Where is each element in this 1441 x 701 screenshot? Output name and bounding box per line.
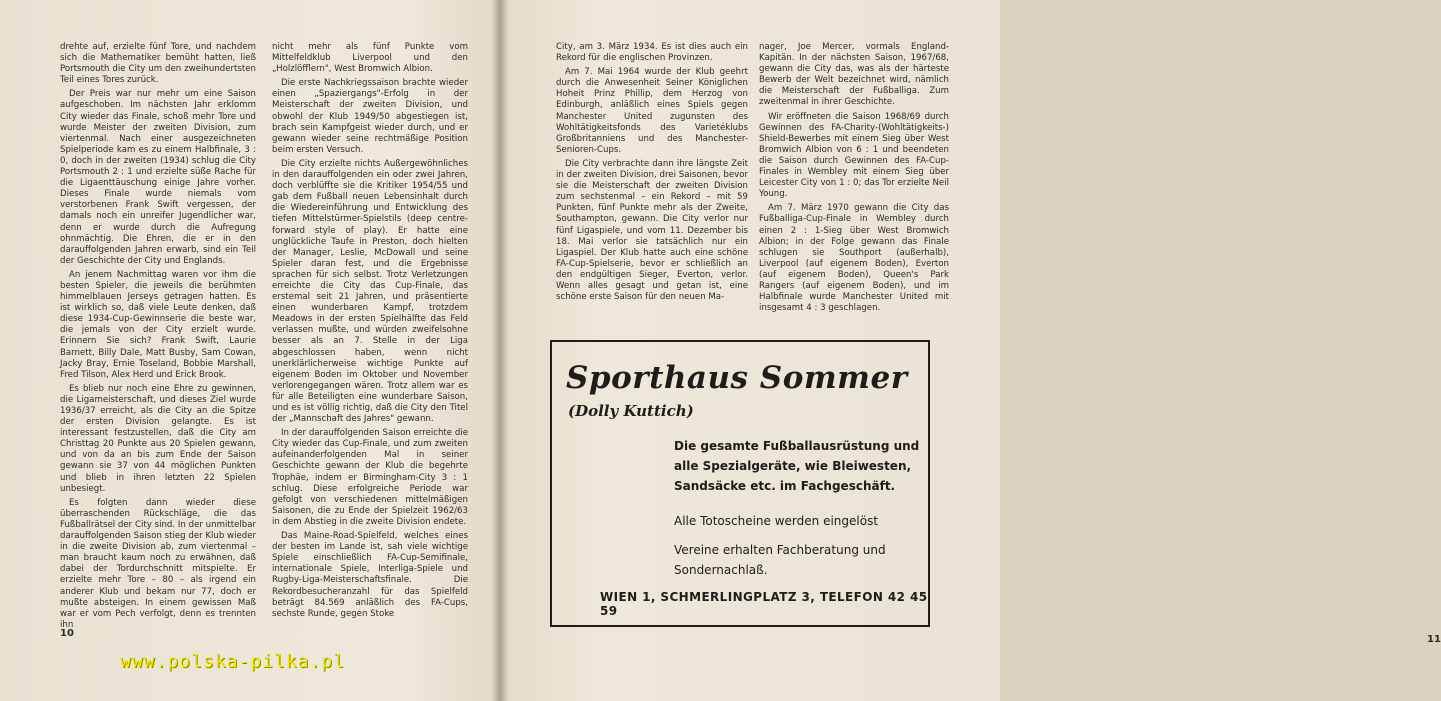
paragraph: Die City verbrachte dann ihre längste Zeit in der zweiten Division, drei Saisonen, bevor sie die Meisterschaft der zweiten Division zum sechstenmal – ein Rekord – mit 59 Punkten, fünf Punkte mehr als der Zweite, Southampton, gewann. Die City verlor nur fünf Ligaspiele, und vom 11. Dezember bis 18. Mai verlor sie tatsächlich nur ein Ligaspiel. Der Klub hatte auch eine schöne FA-Cup-Spielserie, bevor er schließlich an den endgültigen Sieger, Everton, verlor. Wenn alles gesagt und getan ist, eine schöne erste Saison für den neuen Ma- [556,158,748,303]
right-page-column-2 [759,42,949,317]
paragraph: Am 7. Mai 1964 wurde der Klub geehrt durch die Anwesenheit Seiner Königlichen Hoheit Prinz Phillip, dem Herzog von Edinburgh, anläßlich eines Spiels gegen Manchester United zugunsten des Wohltätigkeitsfonds des Varietéklubs Großbritanniens und des Manchester-Senioren-Cups. [556,67,748,155]
left-page-column-1 [60,42,256,634]
paragraph: nicht mehr als fünf Punkte vom Mittelfeldklub Liverpool und den „Holzlöfflern", West Bromwich Albion. [272,42,468,75]
paragraph: In der darauffolgenden Saison erreichte die City wieder das Cup-Finale, und zum zweiten aufeinanderfolgenden Mal in seiner Geschichte gewann der Klub die begehrte Trophäe, indem er Birmingham-City 3 : 1 schlug. Diese erfolgreiche Periode war gefolgt von verschiedenen mittelmäßigen Saisonen, die zu Ende der Spielzeit 1962/63 in dem Abstieg in die zweite Division endete. [272,428,468,527]
paragraph: nager, Joe Mercer, vormals England-Kapitän. In der nächsten Saison, 1967/68, gewann die City das, was als der härteste Bewerb der Welt bezeichnet wird, nämlich die Meisterschaft der Fußballiga. Zum zweitenmal in ihrer Geschichte. [759,42,949,108]
ad-address: WIEN 1, SCHMERLINGPLATZ 3, TELEFON 42 45 59 [600,590,928,618]
paragraph: An jenem Nachmittag waren vor ihm die besten Spieler, die jeweils die berühmten himmelblauen Jerseys getragen hatten. Es ist wirklich so, daß viele Leute denken, daß diese 1934-Cup-Gewinnserie die beste war, die jemals von der City erzielt wurde. Erinnern Sie sich? Frank Swift, Laurie Barnett, Billy Dale, Matt Busby, Sam Cowan, Jacky Bray, Ernie Toseland, Bobbie Marshall, Fred Tilson, Alex Herd und Erick Brook. [60,269,256,380]
paragraph: Der Preis war nur mehr um eine Saison aufgeschoben. Im nächsten Jahr erklomm City wieder das Finale, schoß mehr Tore und wurde Meister der zweiten Division, zum viertenmal. Nach einer ausgezeichneten Spielperiode kam es zu einem Halbfinale, 3 : 0, doch in der zweiten (1934) schlug die City Portsmouth 2 : 1 und erzielte süße Rache für die Ligaenttäuschung einige Jahre vorher. Dieses Finale wurde niemals vom verstorbenen Frank Swift vergessen, der damals noch ein unreifer Jugendlicher war, denn er wurde durch die Aufregung ohnmächtig. Die Ehren, die er in den darauffolgenden Jahren erwarb, sind ein Teil der Geschichte der City und Englands. [60,89,256,266]
ad-equipment-text: Die gesamte Fußballausrüstung und alle Spezialgeräte, wie Bleiwesten, Sandsäcke etc. im Fachgeschäft. [674,439,920,493]
sporthaus-advertisement [550,340,930,627]
left-page-column-2 [272,42,468,623]
paragraph: Das Maine-Road-Spielfeld, welches eines der besten im Lande ist, sah viele wichtige Spiele einschließlich FA-Cup-Semifinale, internationale Spiele, Interliga-Spiele und Rugby-Liga-Meisterschaftsfinale. Die Rekordbesucheranzahl für das Spielfeld beträgt 84.569 anläßlich des FA-Cups, sechste Runde, gegen Stoke [272,531,468,619]
website-watermark: www.polska-pilka.pl [120,651,345,672]
paragraph: Wir eröffneten die Saison 1968/69 durch Gewinnen des FA-Charity-(Wohltätigkeits-) Shield-Bewerbes mit einem Sieg über West Bromwich Albion von 6 : 1 und beendeten die Saison durch Gewinnen des FA-Cup-Finales in Wembley mit einem Sieg über Leicester City von 1 : 0; das Tor erzielte Neil Young. [759,111,949,200]
page-number: 10 [60,628,74,639]
paragraph: Es folgten dann wieder diese überraschenden Rückschläge, die das Fußballrätsel der City sind. In der unmittelbar darauffolgenden Saison stieg der Klub wieder in die zweite Division ab, zum viertenmal – man braucht kaum noch zu erwähnen, daß dabei der Tordurchschnitt mitspielte. Er erzielte mehr Tore – 80 – als irgend ein anderer Klub und bekam nur 77, doch er mußte absteigen. In einem gewissen Maß war er vom Pech verfolgt, denn es trennten ihn [60,497,257,630]
paragraph: Die erste Nachkriegssaison brachte wieder einen „Spaziergangs"-Erfolg in der Meisterschaft der zweiten Division, und obwohl der Klub 1949/50 abgestiegen ist, brach sein Kampfgeist wieder durch, und er gewann wieder seine rechtmäßige Position beim ersten Versuch. [272,78,468,155]
ad-toto-text: Alle Totoscheine werden eingelöst [674,514,879,528]
page-number: 11 [1427,634,1441,645]
left-page [0,0,498,701]
paragraph: Es blieb nur noch eine Ehre zu gewinnen, die Ligameisterschaft, und dieses Ziel wurde 1936/37 erreicht, als die City an die Spitze der ersten Division gelangte. Es ist interessant festzustellen, daß die City am Christtag 20 Punkte aus 20 Spielen gewann, und von da an bis zum Ende der Saison gewann sie 37 von 44 möglichen Punkten und blieb in ihren letzten 22 Spielen unbesiegt. [60,383,256,494]
paragraph: Am 7. März 1970 gewann die City das Fußballiga-Cup-Finale in Wembley durch einen 2 : 1-Sieg über West Bromwich Albion; in der Folge gewann das Finale schlugen sie Southport (außerhalb), Liverpool (auf eigenem Boden), Everton (auf eigenem Boden), Queen's Park Rangers (auf eigenem Boden), und im Halbfinale wurde Manchester United mit insgesamt 4 : 3 geschlagen. [759,203,949,314]
paragraph: drehte auf, erzielte fünf Tore, und nachdem sich die Mathematiker bemüht hatten, ließ Portsmouth die City um den zweihundertsten Teil eines Tores zurück. [60,42,256,86]
ad-owner-name: (Dolly Kuttich) [568,402,694,420]
ad-club-text: Vereine erhalten Fachberatung und Sondernachlaß. [674,543,886,577]
paragraph: City, am 3. März 1934. Es ist dies auch ein Rekord für die englischen Provinzen. [556,42,748,64]
right-page-column-1 [556,42,748,306]
ad-brand-name: Sporthaus Sommer [566,360,908,396]
paragraph: Die City erzielte nichts Außergewöhnliches in den darauffolgenden ein oder zwei Jahren, doch verblüffte sie die Kritiker 1954/55 und gab dem Fußball neuen Lebensinhalt durch die Wiedereinführung und Entwicklung des tiefen Mittelstürmer-Spielstils (deep centre-forward style of play). Er hatte eine unglückliche Taufe in Preston, doch hielten der Manager, Leslie, McDowall und seine Spieler daran fest, und die Ergebnisse sprachen für sich selbst. Trotz Verletzungen erreichte die City das Cup-Finale, das erstemal seit 21 Jahren, und präsentierte einen wunderbaren Kampf, trotzdem Meadows in der ersten Spielhälfte das Feld verlassen mußte, und würden zweifelsohne besser als an 7. Stelle in der Liga abgeschlossen haben, wenn nicht unerklärlicherweise wichtige Punkte auf eigenem Boden im Oktober und November verlorengegangen wären. Trotz allem war es für alle Beteiligten eine wunderbare Saison, und es ist völlig richtig, daß die City den Titel der „Mannschaft des Jahres" gewann. [272,158,468,425]
